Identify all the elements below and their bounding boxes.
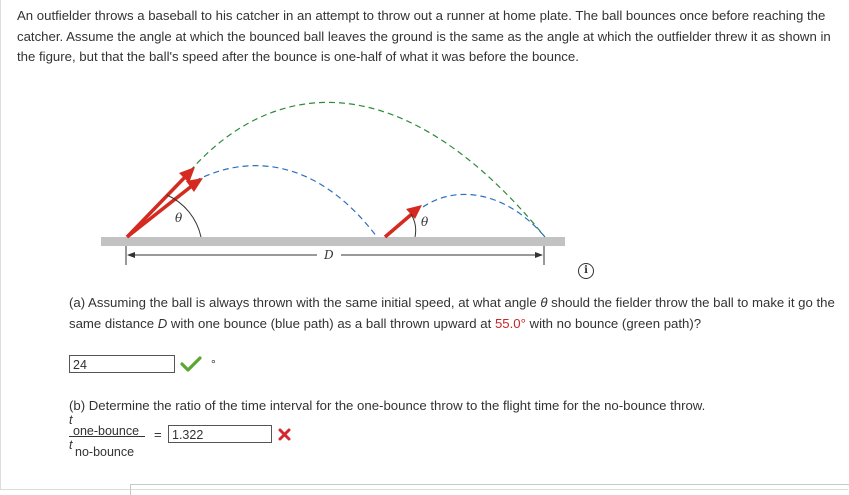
answer-a-input[interactable]: 24: [69, 355, 175, 373]
correct-check-icon: [180, 356, 202, 372]
question-a-text-1: (a) Assuming the ball is always thrown with the same initial speed, at what angle: [69, 295, 541, 310]
theta-right-label: θ: [421, 215, 429, 229]
ground: [101, 237, 565, 246]
answer-b-input[interactable]: 1.322: [168, 425, 272, 443]
denominator-t: t: [69, 438, 73, 452]
theta-symbol: θ: [540, 295, 548, 310]
incorrect-x-icon: [278, 428, 291, 441]
theta-left-label: θ: [175, 211, 183, 225]
distance-arrowhead-right: [535, 252, 543, 258]
question-a-text-2: should the fielder throw the ball to make it go the same distance: [69, 295, 835, 331]
distance-symbol: D: [157, 315, 168, 331]
fraction-bar: [69, 436, 145, 437]
numerator-t: t: [69, 413, 73, 427]
angle-value: 55.0°: [494, 315, 526, 331]
blue-throw-arrow: [127, 185, 193, 237]
problem-statement: An outfielder throws a baseball to his catcher in an attempt to throw out a runner at home plate. The ball bounces once before reaching the catcher. Assume the angle at which the bounced ball leaves the ground is the same as the angle at which the outfielder threw it as shown in the figure, but that the ball's speed after the bounce is one-half of what it was before the bounce.: [17, 8, 831, 64]
distance-label: D: [324, 248, 334, 262]
bounce-arrow: [385, 213, 413, 237]
question-b: (b) Determine the ratio of the time interval for the one-bounce throw to the flight time for the no-bounce throw.: [69, 398, 706, 413]
info-icon[interactable]: i: [578, 263, 594, 279]
numerator-subscript: one-bounce: [73, 424, 140, 438]
denominator-subscript: no-bounce: [75, 445, 135, 459]
ratio-denominator: [69, 438, 149, 459]
equals-sign: =: [154, 427, 162, 442]
question-a-text-4: with no bounce (green path)?: [525, 315, 702, 331]
next-section-box: [130, 484, 849, 495]
ratio-numerator: [69, 413, 149, 438]
green-path: [190, 102, 545, 237]
blue-path-first: [195, 166, 377, 237]
question-a: [69, 293, 839, 334]
distance-arrowhead-left: [127, 252, 135, 258]
question-a-text-3: with one bounce (blue path) as a ball thrown upward at: [167, 315, 495, 331]
answer-a-unit: °: [211, 357, 216, 371]
trajectory-figure: [95, 85, 575, 270]
